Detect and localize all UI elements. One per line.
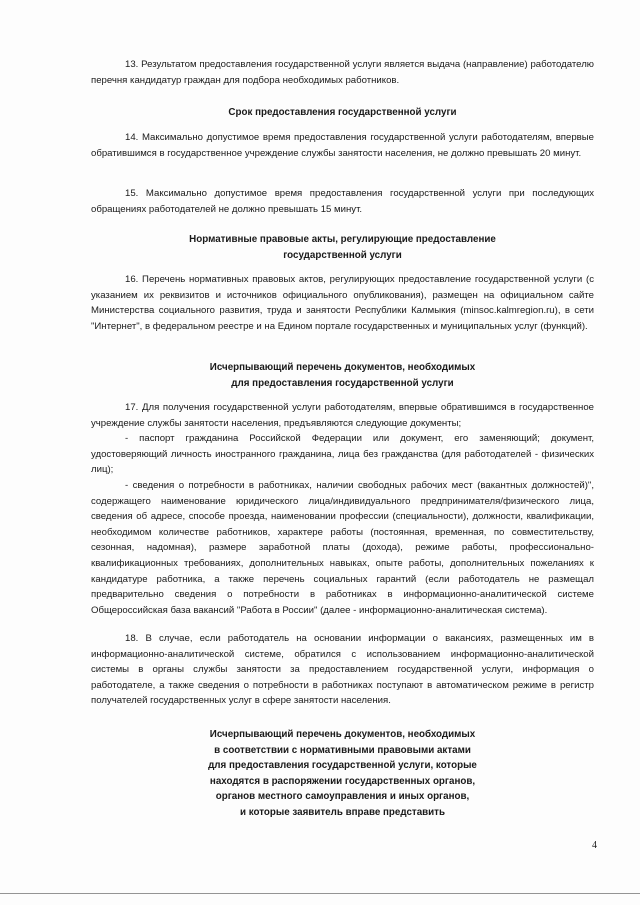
heading-acts: Нормативные правовые акты, регулирующие предоставление государственной услуги bbox=[189, 234, 496, 261]
list-item-passport: - паспорт гражданина Российской Федерации или документ, его заменяющий; документ, удостоверяющий личность иностранного гражданина, лица без гражданства (для работодателей - физических лиц); bbox=[91, 433, 594, 476]
heading-srok: Срок предоставления государственной услуги bbox=[228, 107, 457, 118]
paragraph-16: 16. Перечень нормативных правовых актов, регулирующих предоставление государственной услуги (с указанием их реквизитов и источников официального опубликования), размещен на официальном сайте Министерства социального развития, труда и занятости Республики Калмыкия (minsoc.kalmregion.ru), в сети "Интернет", в федеральном реестре и на Едином портале государственных и муниципальных услуг (функций). bbox=[91, 274, 594, 332]
paragraph-18: 18. В случае, если работодатель на основании информации о вакансиях, размещенных им в информационно-аналитической системе, обратился с использованием информационно-аналитической системы в органы службы занятости за предоставлением государственной услуги, информация о работодателе, а также сведения о потребности в работниках поступают в автоматическом режиме в регистр получателей государственных услуг в сфере занятости населения. bbox=[91, 633, 594, 707]
heading-docs: Исчерпывающий перечень документов, необходимых для предоставления государственной услуги bbox=[209, 362, 476, 389]
list-item-svedeniya: - сведения о потребности в работниках, наличии свободных рабочих мест (вакантных должностей)", содержащего наименование юридического лица/индивидуального предпринимателя/физического лица, сведения об адресе, способе проезда, наименовании профессии (специальности), должности, квалификации, необходимом количестве работников, характере работы (постоянная, временная, по совместительству, сезонная, надомная), размере заработной платы (дохода), режиме работы, профессионально-квалификационных требованиях, дополнительных навыках, опыте работы, дополнительных пожеланиях к кандидатуре работника, а также перечень социальных гарантий (если работодатель не размещал предварительно сведения о потребности в работниках в информационно-аналитической системе Общероссийская база вакансий "Работа в России" (далее - информационно-аналитическая система). bbox=[91, 479, 594, 616]
heading-final: Исчерпывающий перечень документов, необходимых в соответствии с нормативными правовыми актами для предоставления государственной услуги, которые находятся в распоряжении государственных органов, органов местного самоуправления и иных органов, и которые заявитель вправе представить bbox=[208, 729, 477, 818]
paragraph-15: 15. Максимально допустимое время предоставления государственной услуги при последующих обращениях работодателей не должно превышать 15 минут. bbox=[91, 188, 594, 215]
paragraph-14: 14. Максимально допустимое время предоставления государственной услуги работодателям, впервые обратившимся в государственное учреждение службы занятости населения, не должно превышать 20 минут. bbox=[91, 132, 594, 159]
bottom-divider bbox=[0, 893, 640, 894]
paragraph-17: 17. Для получения государственной услуги работодателям, впервые обратившимся в государственное учреждение службы занятости населения, предъявляются следующие документы; - паспорт гражданина Российской Федерации или документ, его заменяющий; документ, удостоверяющий личность иностранного гражданина, лица без гражданства (для работодателей - физических лиц); - сведения о потребности в работниках, наличии свободных рабочих мест (вакантных должностей)", содержащего наименование юридического лица/индивидуального предпринимателя/физического лица, сведения об адресе, способе проезда, наименовании профессии (специальности), должности, квалификации, необходимом количестве работников, характере работы (постоянная, временная, по совместительству, сезонная, надомная), размере заработной платы (дохода), режиме работы, профессионально-квалификационных требованиях, дополнительных навыках, опыте работы, дополнительных пожеланиях к кандидатуре работника, а также перечень социальных гарантий (если работодатель не размещал предварительно сведения о потребности в работниках в информационно-аналитической системе Общероссийская база вакансий "Работа в России" (далее - информационно-аналитическая система). bbox=[91, 400, 594, 618]
page-number: 4 bbox=[592, 840, 597, 851]
paragraph-13: 13. Результатом предоставления государственной услуги является выдача (направление) работодателю перечня кандидатур граждан для подбора необходимых работников. bbox=[91, 59, 594, 86]
